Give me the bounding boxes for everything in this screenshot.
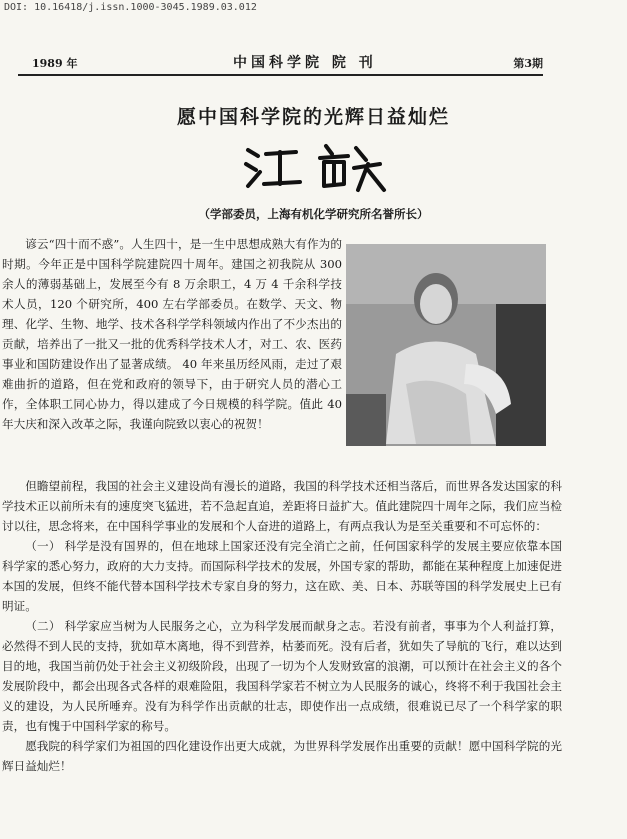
paragraph-1: 谚云“四十而不惑”。人生四十，是一生中思想成熟大有作为的时期。今年正是中国科学院建院四十周年。建国之初我院从 300 余人的薄弱基础上，发展至今有 8 万余职工，4 万 4 千余科学技术人员，120 个研究所，400 左右学部委员。在数学、天文、物理、化学、生物、地学、技术各科学学科领域内作出了不少杰出的贡献，培养出了一批又一批的优秀科学技术人才，对工、农、医药事业和国防建设作出了显著成绩。 40 年来虽历经风雨，走过了艰难曲折的道路，但在党和政府的领导下，由于研究人员的潜心工作，全体职工同心协力，得以建成了今日规模的科学院。值此 40 年大庆和深入改革之际，我谨向院致以衷心的祝贺！ bbox=[2, 237, 342, 431]
author-signature bbox=[240, 140, 390, 196]
opening-paragraph-column bbox=[2, 234, 342, 434]
body-text bbox=[2, 476, 562, 776]
paragraph-2: 但瞻望前程，我国的社会主义建设尚有漫长的道路，我国的科学技术还相当落后，而世界各发达国家的科学技术正以前所未有的速度突飞猛进，若不急起直追，差距将日益扩大。值此建院四十周年之际，我们应当检讨以往，思念将来，在中国科学事业的发展和个人奋进的道路上，有两点我认为是至关重要和不可忘怀的： bbox=[2, 479, 562, 533]
paragraph-5: 愿我院的科学家们为祖国的四化建设作出更大成就，为世界科学发展作出重要的贡献！愿中国科学院的光辉日益灿烂！ bbox=[2, 739, 562, 773]
doi-line: DOI: 10.16418/j.issn.1000-3045.1989.03.012 bbox=[4, 2, 257, 13]
article-title: 愿中国科学院的光辉日益灿烂 bbox=[176, 106, 450, 128]
running-header bbox=[18, 52, 543, 76]
portrait-photo bbox=[346, 244, 546, 446]
author-affiliation: （学部委员，上海有机化学研究所名誉所长） bbox=[198, 207, 429, 221]
paragraph-3: （一） 科学是没有国界的，但在地球上国家还没有完全消亡之前，任何国家科学的发展主要应依靠本国科学家的悉心努力，政府的大力支持。而国际科学技术的发展，外国专家的帮助，都能在某种程度上加速促进本国的发展，但终不能代替本国科学技术专家自身的努力，这在欧、美、日本、苏联等国的科学发展史上已有明证。 bbox=[2, 539, 562, 613]
portrait-photo-icon bbox=[346, 244, 546, 446]
signature-image bbox=[240, 140, 390, 196]
paragraph-4: （二） 科学家应当树为人民服务之心，立为科学发展而献身之志。若没有前者，事事为个人利益打算，必然得不到人民的支持，犹如草木离地，得不到营养，枯萎而死。没有后者，犹如失了导航的飞行，难以达到目的地，我国当前仍处于社会主义初级阶段，出现了一切为个人发财致富的浪潮，可以预计在社会主义的各个发展阶段中，都会出现各式各样的艰难险阻，我国科学家若不树立为人民服务的诚心，终将不利于我国社会主义的建设，为人民所唾弃。没有为科学作出贡献的壮志，即使作出一点成绩，很难说已尽了一个科学家的职责，也有愧于中国科学家的称号。 bbox=[2, 619, 562, 733]
header-journal: 中国科学院 院 刊 bbox=[233, 55, 377, 71]
header-year: 1989 年 bbox=[32, 57, 78, 70]
header-issue: 第3期 bbox=[513, 57, 543, 70]
